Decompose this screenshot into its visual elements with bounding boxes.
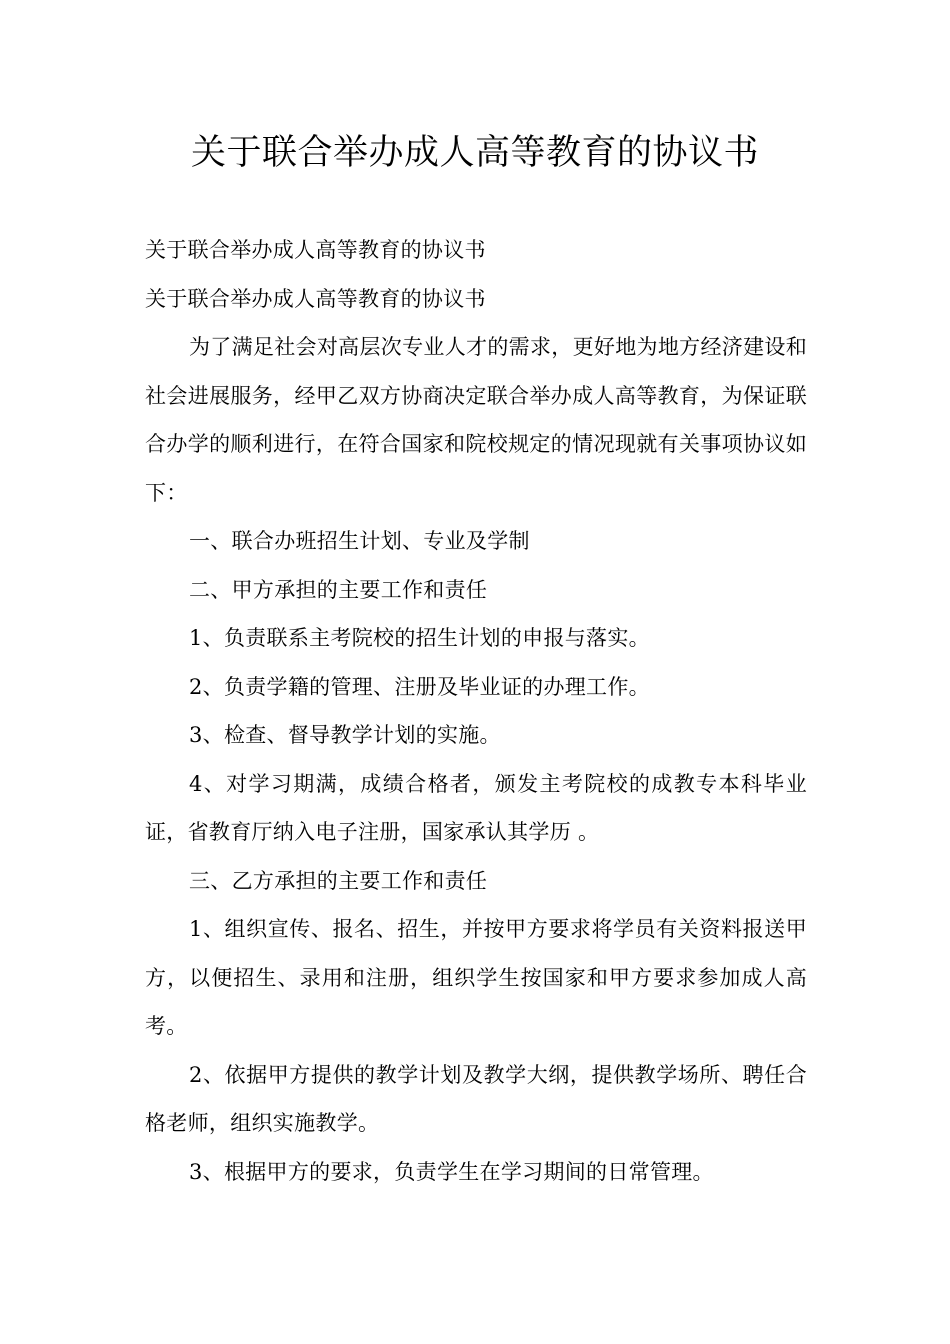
section-heading-2: 二、甲方承担的主要工作和责任 (189, 577, 488, 602)
document-title: 关于联合举办成人高等教育的协议书 (190, 133, 759, 173)
list-item: 4、对学习期满，成绩合格者，颁发主考院校的成教专本科毕业证，省教育厅纳入电子注册，国家承认其学历 。 (145, 771, 807, 844)
paragraph-subtitle-2: 关于联合举办成人高等教育的协议书 (145, 286, 486, 311)
paragraph-subtitle-1: 关于联合举办成人高等教育的协议书 (145, 238, 486, 262)
paragraph-preamble: 为了满足社会对高层次专业人才的需求，更好地为地方经济建设和社会进展服务，经甲乙双方协商决定联合举办成人高等教育，为保证联合办学的顺利进行，在符合国家和院校规定的情况现就有关事项协议如下： (145, 335, 807, 505)
list-item: 2、负责学籍的管理、注册及毕业证的办理工作。 (189, 674, 650, 699)
section-heading-3: 三、乙方承担的主要工作和责任 (189, 868, 488, 893)
list-item: 2、依据甲方提供的教学计划及教学大纲，提供教学场所、聘任合格老师，组织实施教学。 (145, 1062, 807, 1135)
document-body (145, 226, 807, 1196)
list-item: 1、负责联系主考院校的招生计划的申报与落实。 (189, 626, 650, 650)
list-item: 3、检查、督导教学计划的实施。 (189, 723, 501, 747)
section-heading-1: 一、联合办班招生计划、专业及学制 (189, 529, 530, 553)
list-item: 1、组织宣传、报名、招生，并按甲方要求将学员有关资料报送甲方，以便招生、录用和注册，组织学生按国家和甲方要求参加成人高考。 (145, 917, 807, 1038)
list-item: 3、根据甲方的要求，负责学生在学习期间的日常管理。 (189, 1159, 714, 1184)
